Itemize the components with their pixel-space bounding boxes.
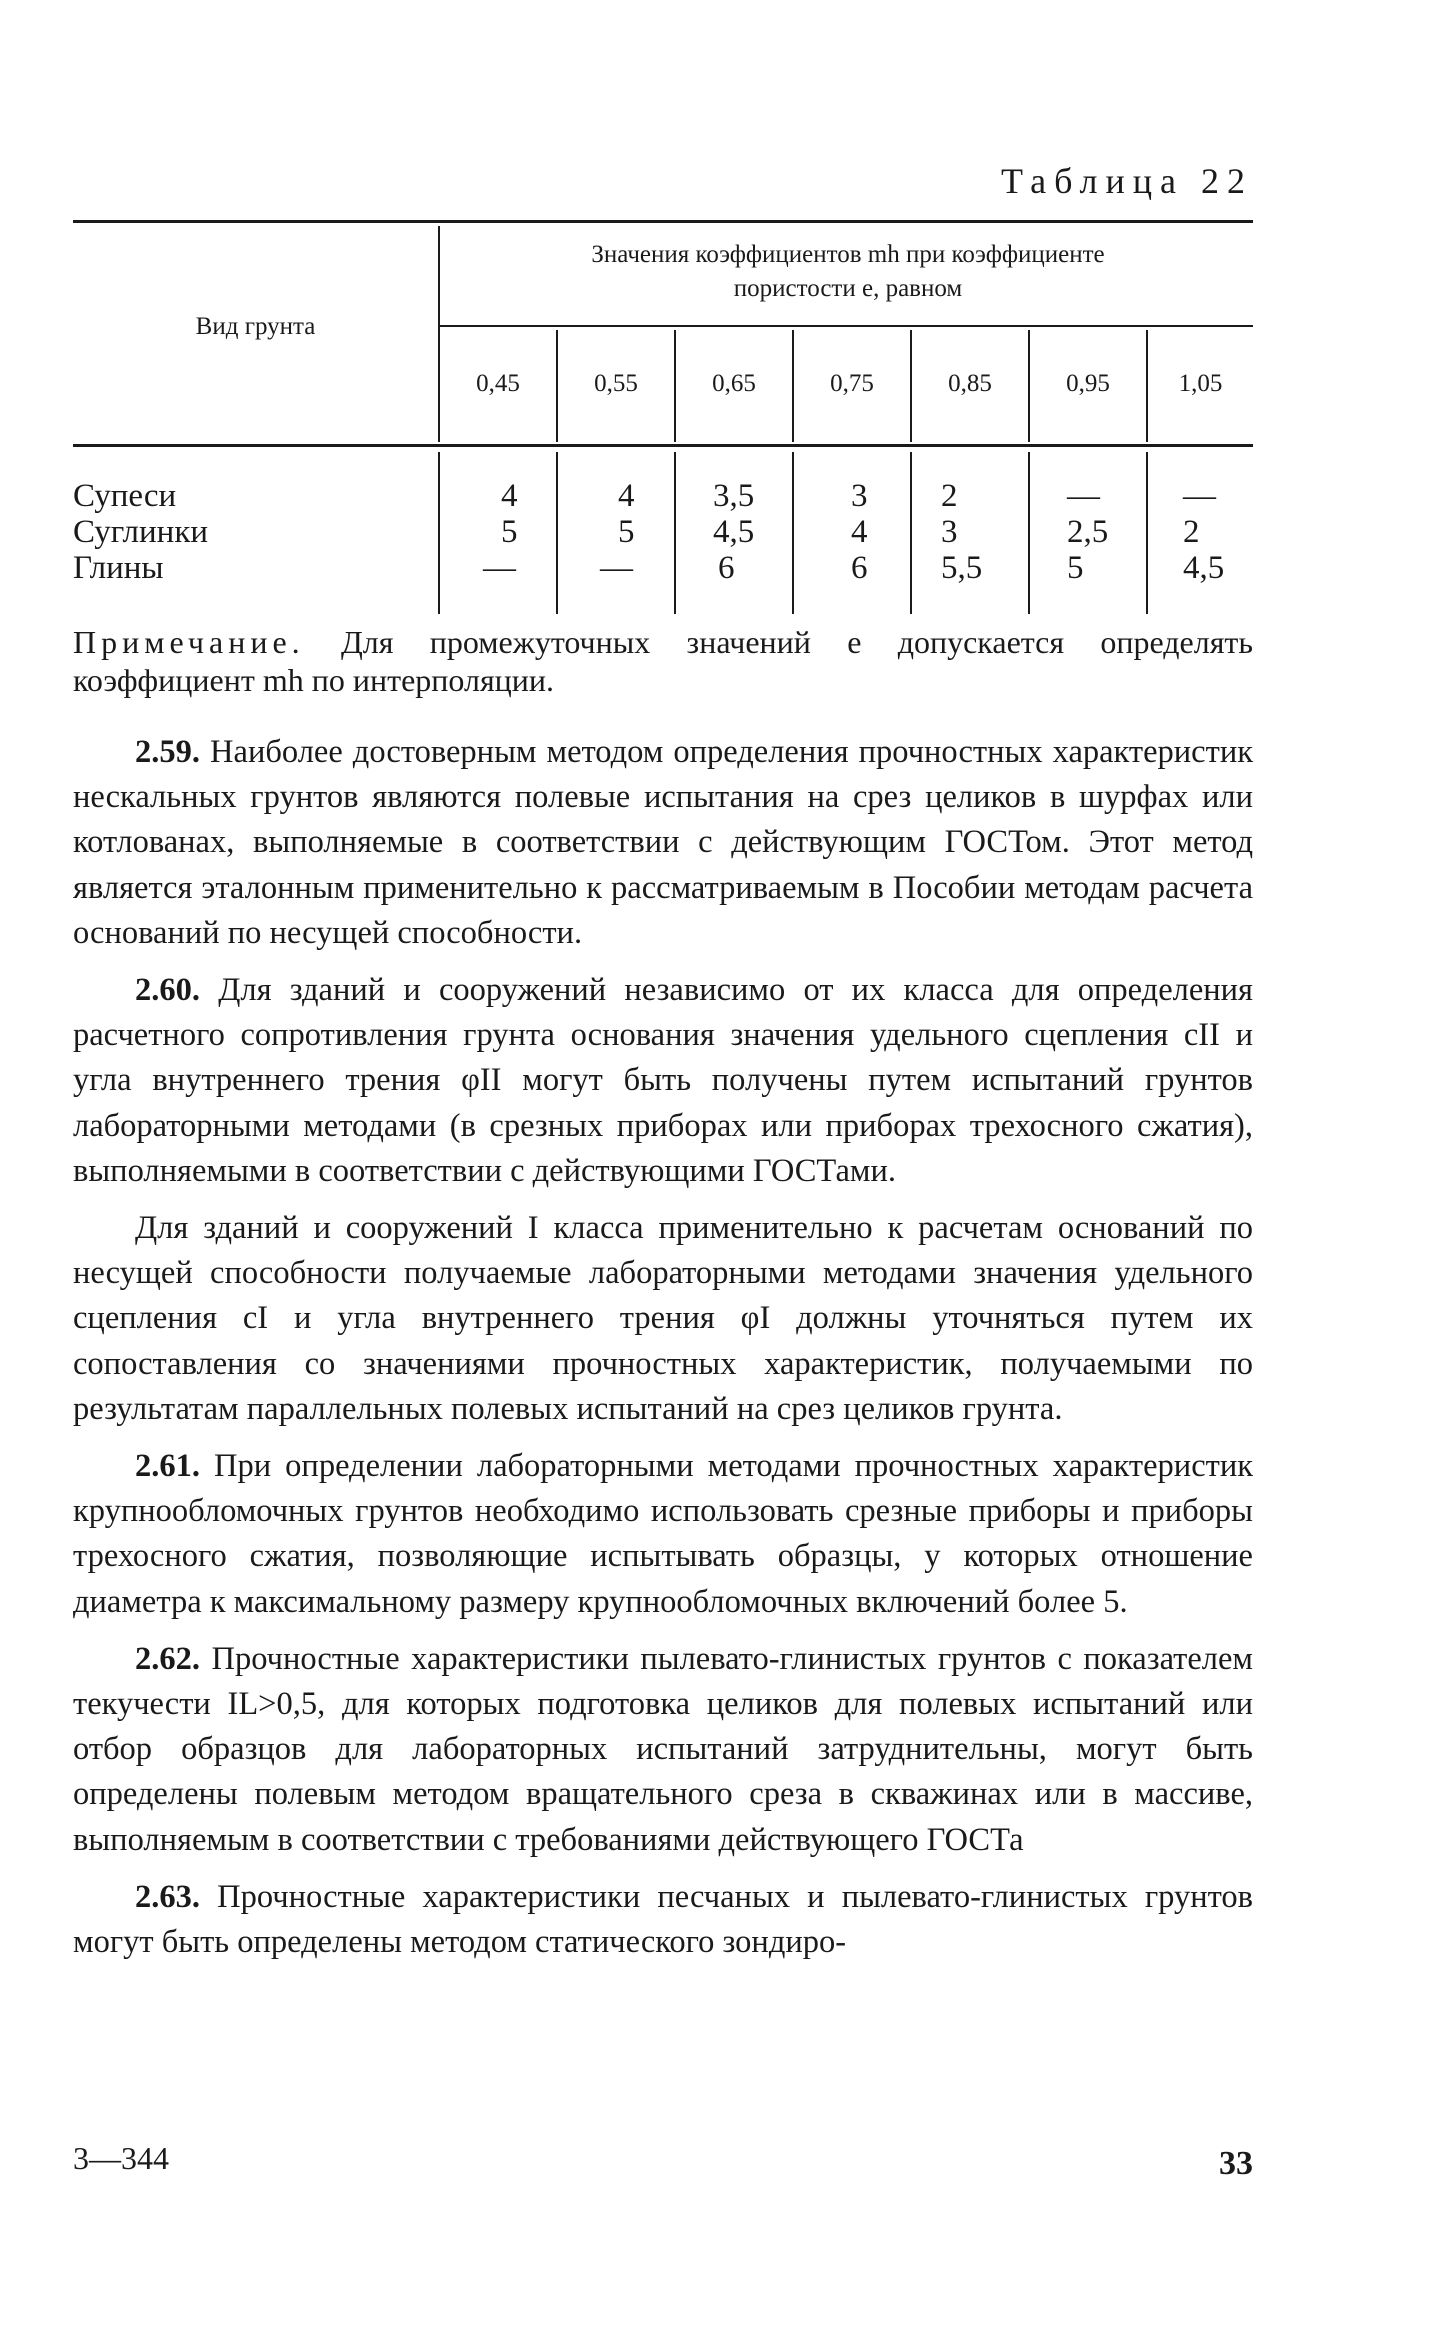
body-col-divider — [1146, 452, 1148, 614]
table-cell: 5,5 — [941, 550, 983, 586]
paragraph-number: 2.62. — [135, 1640, 200, 1677]
row-label: Супеси — [73, 478, 177, 514]
page-number: 33 — [1219, 2145, 1253, 2182]
paragraph-text: Для зданий и сооружений I класса применительно к расчетам оснований по несущей способности получаемые лабораторными методами значения удельного сцепления cI и угла внутреннего трения φI должны уточняться путем их сопоставления со значениями прочностных характеристик, получаемыми по результатам параллельных полевых испытаний на срез целиков грунта. — [73, 1210, 1253, 1427]
table-cell: 3 — [851, 478, 868, 514]
paragraph-2-60-continued — [73, 1206, 1253, 1432]
paragraph-2-63 — [73, 1875, 1253, 1965]
table-cell: 4 — [851, 514, 868, 550]
paragraph-2-62 — [73, 1637, 1253, 1863]
row-header — [73, 310, 438, 344]
body-text — [73, 730, 1253, 1977]
paragraph-2-60 — [73, 968, 1253, 1194]
table-cell: — — [483, 550, 516, 586]
paragraph-2-61 — [73, 1444, 1253, 1625]
paragraph-text: Наиболее достоверным методом определения прочностных характеристик нескальных грунтов являются полевые испытания на срез целиков в шурфах или котлованах, выполняемые в соответствии с действующим ГОСТом. Этот метод является эталонным применительно к рассматриваемым в Пособии методам расчета оснований по несущей способности. — [73, 734, 1253, 951]
row-label: Глины — [73, 550, 164, 586]
paragraph-text: При определении лабораторными методами прочностных характеристик крупнообломочных грунтов необходимо использовать срезные приборы и приборы трехосного сжатия, позволяющие испытывать образцы, у которых отношение диаметра к максимальному размеру крупнообломочных включений более 5. — [73, 1448, 1254, 1620]
column-header: 0,95 — [1066, 370, 1110, 397]
column-header: 0,65 — [712, 370, 756, 397]
paragraph-text: Для зданий и сооружений независимо от их класса для определения расчетного сопротивления грунта основания значения удельного сцепления cII и угла внутреннего трения φII могут быть получены путем испытаний грунтов лабораторными методами (в срезных приборах или приборах трехосного сжатия), выполняемыми в соответствии с действующими ГОСТами. — [73, 972, 1253, 1189]
paragraph-2-59 — [73, 730, 1253, 956]
note-label: Примечание. — [73, 624, 305, 660]
paragraph-number: 2.61. — [135, 1448, 200, 1485]
column-header: 0,45 — [476, 370, 520, 397]
header-mid-rule — [438, 325, 1253, 327]
paragraph-number: 2.60. — [135, 972, 200, 1009]
table-cell: 2 — [941, 478, 958, 514]
table-cell: — — [1067, 478, 1100, 514]
body-col-divider — [910, 452, 912, 614]
body-col-divider — [792, 452, 794, 614]
table-cell: 4 — [618, 478, 635, 514]
table-caption: Таблица 22 — [1001, 161, 1253, 201]
row-header-label: Вид грунта — [195, 313, 316, 340]
paragraph-text: Прочностные характеристики песчаных и пылевато-глинистых грунтов могут быть определены методом статического зондиро- — [73, 1878, 1253, 1961]
signature-mark: 3—344 — [73, 2140, 169, 2176]
column-group-header-line2: пористости e, равном — [733, 275, 963, 302]
column-group-header-line1: Значения коэффициентов mh при коэффициенте — [591, 241, 1105, 268]
body-col-divider — [1028, 452, 1030, 614]
table-cell: 5 — [501, 514, 518, 550]
column-header: 0,75 — [830, 370, 874, 397]
paragraph-text: Прочностные характеристики пылевато-глинистых грунтов с показателем текучести IL>0,5, для которых подготовка целиков для полевых испытаний или отбор образцов для лабораторных испытаний затруднительны, могут быть определены полевым методом вращательного среза в скважинах или в массиве, выполняемым в соответствии с требованиями действующего ГОСТа — [73, 1640, 1253, 1858]
paragraph-number: 2.59. — [135, 734, 200, 770]
table-cell: 5 — [1067, 550, 1084, 586]
table-cell: — — [1183, 478, 1216, 514]
table-cell: 6 — [851, 550, 868, 586]
body-col-divider — [556, 452, 558, 614]
table-cell: — — [600, 550, 633, 586]
table-cell: 4,5 — [1183, 550, 1225, 586]
table-cell: 5 — [618, 514, 635, 550]
table-cell: 6 — [718, 550, 735, 586]
body-col-divider — [438, 452, 440, 614]
note-text: Для промежуточных значений e допускается определять коэффициент mh по интерполяции. — [73, 624, 1254, 698]
table-cell: 4,5 — [713, 514, 755, 550]
table-cell: 3 — [941, 514, 958, 550]
table-cell: 3,5 — [713, 478, 755, 514]
body-col-divider — [674, 452, 676, 614]
table-top-rule — [73, 220, 1253, 223]
header-bottom-rule — [73, 444, 1253, 447]
column-header: 1,05 — [1178, 370, 1223, 397]
column-header: 0,85 — [948, 370, 992, 397]
row-label: Суглинки — [73, 514, 209, 550]
table-cell: 2,5 — [1067, 514, 1109, 550]
header-divider — [438, 226, 440, 442]
column-group-header — [443, 238, 1253, 306]
coefficient-table — [73, 220, 1253, 620]
paragraph-number: 2.63. — [135, 1878, 200, 1915]
table-cell: 2 — [1183, 514, 1200, 550]
table-note — [73, 623, 1253, 699]
table-cell: 4 — [501, 478, 518, 514]
column-header: 0,55 — [594, 370, 638, 397]
